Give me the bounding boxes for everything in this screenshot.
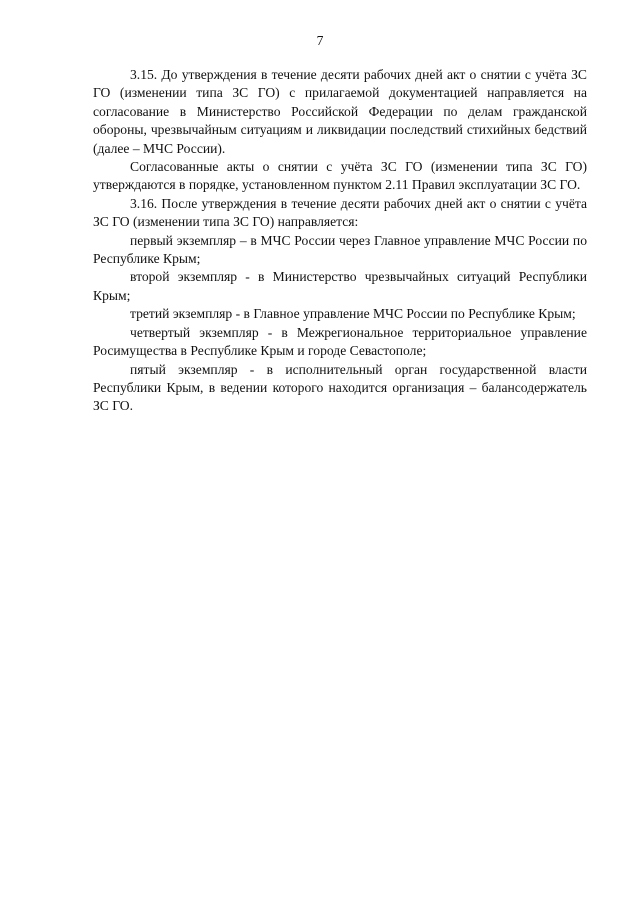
page-number: 7: [316, 33, 324, 48]
list-item-first-copy: первый экземпляр – в МЧС России через Главное управление МЧС России по Республике Крым;: [93, 232, 587, 267]
paragraph-3-15: 3.15. До утверждения в течение десяти рабочих дней акт о снятии с учёта ЗС ГО (изменении типа ЗС ГО) с прилагаемой документацией направляется на согласование в Министерство Российской Федерации по делам гражданской обороны, чрезвычайным ситуациям и ликвидации последствий стихийных бедствий (далее – МЧС России).: [93, 67, 587, 156]
list-item-fourth-copy: четвертый экземпляр - в Межрегиональное территориальное управление Росимущества в Республике Крым и городе Севастополе;: [93, 324, 587, 359]
paragraph-3-16: 3.16. После утверждения в течение десяти рабочих дней акт о снятии с учёта ЗС ГО (изменении типа ЗС ГО) направляется:: [93, 195, 587, 230]
list-item-fifth-copy: пятый экземпляр - в исполнительный орган государственной власти Республики Крым, в ведении которого находится организация – балансодержатель ЗС ГО.: [93, 361, 587, 414]
paragraph-approved-acts: Согласованные акты о снятии с учёта ЗС ГО (изменении типа ЗС ГО) утверждаются в порядке, установленном пунктом 2.11 Правил эксплуатации ЗС ГО.: [93, 159, 587, 193]
list-item-third-copy: третий экземпляр - в Главное управление МЧС России по Республике Крым;: [130, 306, 576, 322]
document-body: [93, 66, 587, 416]
list-item-second-copy: второй экземпляр - в Министерство чрезвычайных ситуаций Республики Крым;: [93, 269, 587, 303]
